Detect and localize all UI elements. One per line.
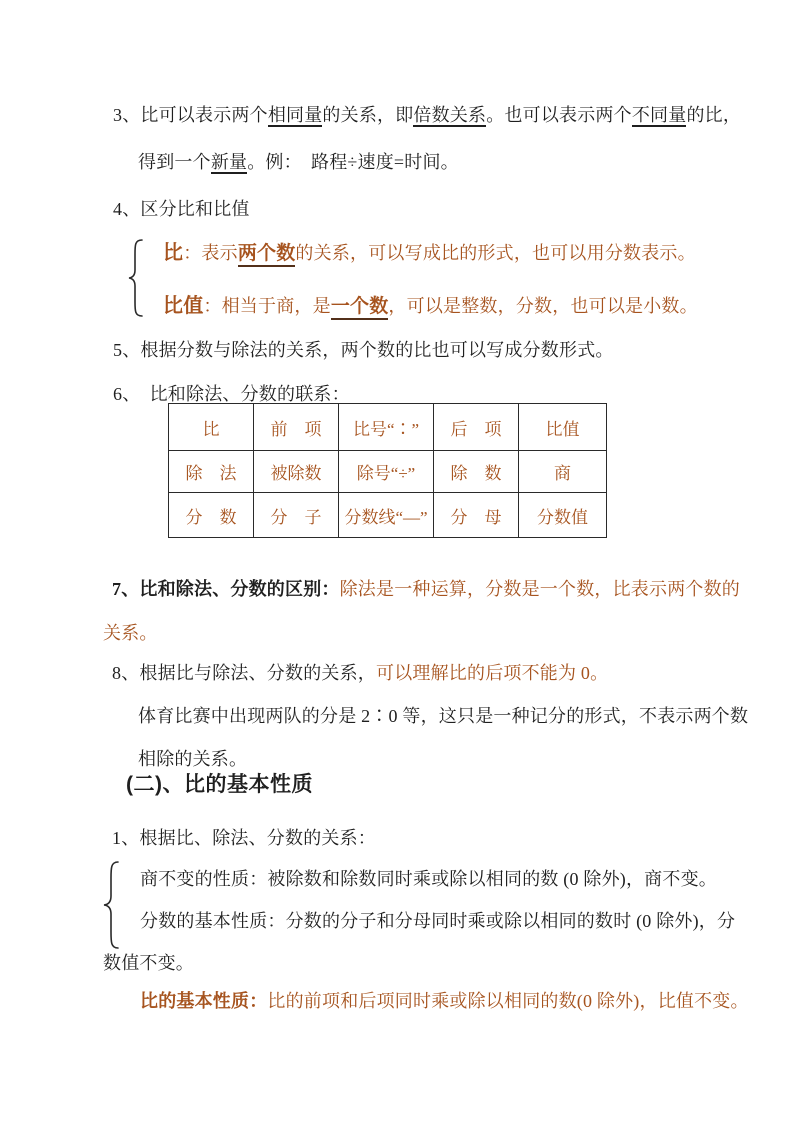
text-run: 关系。	[103, 623, 158, 643]
property-fraction-line-2	[103, 952, 194, 974]
table-cell: 分 子	[254, 493, 339, 538]
bizhi-label: 比值	[163, 295, 204, 317]
item-8-note-2	[138, 748, 247, 770]
text-run: 分数的基本性质：分数的分子和分母同时乘或除以相同的数时 (0 除外)，分	[140, 911, 736, 931]
property-ratio	[140, 990, 749, 1012]
table-cell: 分 母	[434, 493, 519, 538]
table-cell: 被除数	[254, 451, 339, 493]
text-run: 1、根据比、除法、分数的关系：	[112, 828, 376, 848]
bi-definition-line	[163, 242, 696, 265]
text-run: 8、根据比与除法、分数的关系，	[112, 663, 376, 683]
relation-table	[168, 403, 607, 538]
item-4-title	[113, 198, 250, 220]
text-run: 的比，	[686, 105, 742, 125]
table-cell: 后 项	[434, 404, 519, 451]
table-row	[169, 493, 607, 538]
table-cell: 除 数	[434, 451, 519, 493]
heading-text: (二)、比的基本性质	[126, 773, 313, 796]
item-8-note-1	[138, 705, 748, 727]
bi-label: 比	[163, 242, 184, 264]
text-run: 的关系，即	[322, 105, 414, 125]
text-run: 。也可以表示两个	[486, 105, 632, 125]
property-ratio-label: 比的基本性质：	[140, 991, 268, 1011]
text-run: 商不变的性质：被除数和除数同时乘或除以相同的数 (0 除外)，商不变。	[140, 869, 717, 889]
property-fraction-line-1	[140, 910, 735, 932]
left-brace-decoration	[100, 860, 124, 950]
table-row	[169, 451, 607, 493]
table-cell: 分 数	[169, 493, 254, 538]
text-run: 比的前项和后项同时乘或除以相同的数(0 除外)，比值不变。	[267, 991, 749, 1011]
item-3-line-1	[113, 104, 741, 126]
left-brace-decoration	[125, 238, 147, 318]
text-run: 数值不变。	[103, 953, 194, 973]
underlined-term: 不同量	[631, 105, 687, 125]
text-run: 6、 比和除法、分数的联系：	[113, 384, 350, 404]
text-run: ：相当于商，是	[203, 296, 331, 316]
item-5	[113, 339, 614, 361]
property-quotient	[140, 868, 717, 890]
item-3-line-2	[138, 151, 459, 173]
table-cell: 商	[519, 451, 607, 493]
underlined-term: 一个数	[331, 296, 389, 320]
underlined-term: 倍数关系	[413, 105, 487, 125]
text-run: 。例： 路程÷速度=时间。	[247, 152, 459, 172]
section-2-item-1	[112, 827, 376, 849]
item-8-line-1	[112, 662, 608, 684]
text-run: 的关系，可以写成比的形式，也可以用分数表示。	[295, 243, 696, 263]
item-7-line-2	[103, 622, 158, 644]
table-cell: 前 项	[254, 404, 339, 451]
text-run: 3、比可以表示两个	[113, 105, 268, 125]
text-run: 7、比和除法、分数的区别：	[112, 579, 340, 599]
text-run: 可以理解比的后项不能为 0。	[376, 663, 609, 683]
text-run: 体育比赛中出现两队的分是 2∶0 等，这只是一种记分的形式，不表示两个数	[138, 706, 749, 726]
text-run: ，可以是整数，分数，也可以是小数。	[388, 296, 698, 316]
text-run: 相除的关系。	[138, 749, 248, 769]
table-cell: 比	[169, 404, 254, 451]
text-run: 除法是一种运算，分数是一个数，比表示两个数的	[339, 579, 741, 599]
text-run: 4、区分比和比值	[113, 199, 250, 219]
text-run: ：表示	[183, 243, 238, 263]
table-cell: 分数线“—”	[339, 493, 434, 538]
table-cell: 比号“∶”	[339, 404, 434, 451]
table-cell: 比值	[519, 404, 607, 451]
table-cell: 除 法	[169, 451, 254, 493]
underlined-term: 相同量	[267, 105, 323, 125]
item-6	[113, 383, 350, 405]
section-2-heading	[126, 774, 313, 796]
bizhi-definition-line	[163, 295, 698, 318]
table-cell: 除号“÷”	[339, 451, 434, 493]
table-cell: 分数值	[519, 493, 607, 538]
text-run: 得到一个	[138, 152, 211, 172]
underlined-term: 新量	[210, 152, 248, 172]
item-7-line-1	[112, 578, 740, 600]
text-run: 5、根据分数与除法的关系，两个数的比也可以写成分数形式。	[113, 340, 614, 360]
table-row	[169, 404, 607, 451]
underlined-term: 两个数	[238, 243, 296, 267]
